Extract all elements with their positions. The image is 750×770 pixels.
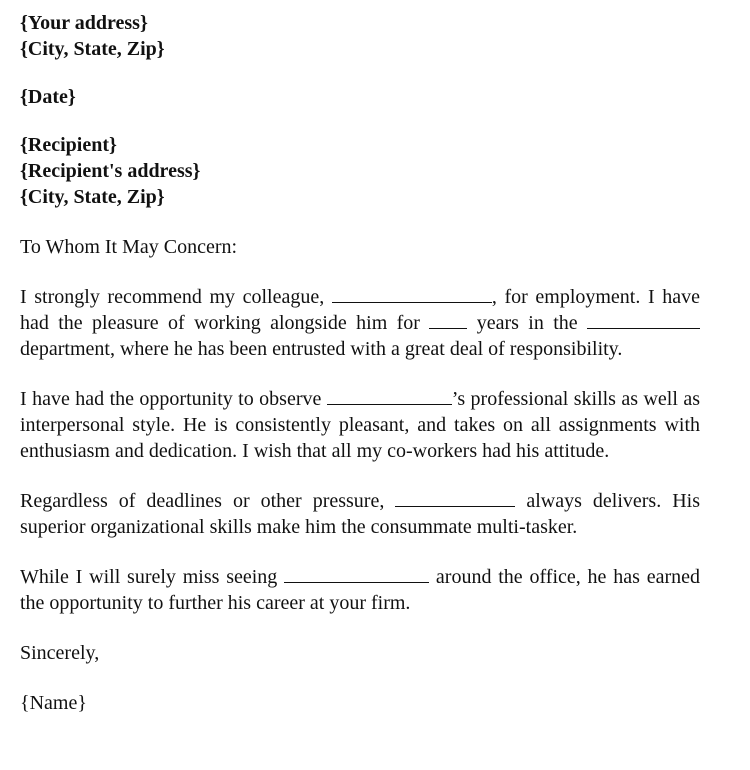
date-block bbox=[20, 84, 700, 110]
blank-years-count[interactable] bbox=[429, 313, 467, 329]
sender-address-block bbox=[20, 10, 700, 62]
paragraph-2-text-segment-1: I have had the opportunity to observe bbox=[20, 388, 327, 410]
body-paragraph-1 bbox=[20, 284, 700, 362]
signature-name: {Name} bbox=[20, 692, 87, 714]
spacer-after-date bbox=[20, 110, 700, 132]
blank-observed-person-name[interactable] bbox=[327, 389, 452, 405]
recipient-address-line-1: {Recipient} bbox=[20, 134, 117, 156]
body-paragraph-3 bbox=[20, 488, 700, 540]
spacer-after-paragraph-3 bbox=[20, 540, 700, 564]
date-line: {Date} bbox=[20, 86, 76, 108]
blank-colleague-name[interactable] bbox=[332, 287, 492, 303]
paragraph-1-text-segment-3: years in the bbox=[467, 312, 587, 334]
spacer-after-paragraph-4 bbox=[20, 616, 700, 640]
sender-address-line-2: {City, State, Zip} bbox=[20, 38, 165, 60]
paragraph-2-text-segment-2: ’s professional skills as well as interpersonal style. He is consistently pleasant, and takes on all assignments with enthusiasm and dedication. I wish that all my co-workers had his attitude. bbox=[20, 388, 700, 462]
body-paragraph-4 bbox=[20, 564, 700, 616]
salutation: To Whom It May Concern: bbox=[20, 236, 238, 258]
body-paragraph-2 bbox=[20, 386, 700, 464]
paragraph-1-text-segment-4: department, where he has been entrusted with a great deal of responsibility. bbox=[20, 338, 623, 360]
blank-department-name[interactable] bbox=[587, 313, 700, 329]
spacer-after-paragraph-1 bbox=[20, 362, 700, 386]
paragraph-4-text-segment-1: While I will surely miss seeing bbox=[20, 566, 285, 588]
paragraph-1-text-segment-2: , for employment. I have had the pleasure of working alongside him for bbox=[20, 286, 700, 334]
recipient-address-line-3: {City, State, Zip} bbox=[20, 186, 165, 208]
paragraph-3-text-segment-1: Regardless of deadlines or other pressure, bbox=[20, 490, 396, 512]
spacer-after-closing bbox=[20, 666, 700, 690]
spacer-after-paragraph-2 bbox=[20, 464, 700, 488]
blank-missed-person-name[interactable] bbox=[284, 567, 429, 583]
paragraph-3-text-segment-2: always delivers. His superior organizational skills make him the consummate multi-tasker. bbox=[20, 490, 700, 538]
closing-salutation: Sincerely, bbox=[20, 642, 100, 664]
spacer-after-salutation bbox=[20, 260, 700, 284]
blank-delivers-person-name[interactable] bbox=[395, 491, 515, 507]
recipient-address-line-2: {Recipient's address} bbox=[20, 160, 201, 182]
sender-address-line-1: {Your address} bbox=[20, 12, 148, 34]
spacer-after-sender-address bbox=[20, 62, 700, 84]
paragraph-4-text-segment-2: around the office, he has earned the opportunity to further his career at your firm. bbox=[20, 566, 700, 614]
paragraph-1-text-segment-1: I strongly recommend my colleague, bbox=[20, 286, 332, 308]
recipient-address-block bbox=[20, 132, 700, 210]
spacer-after-recipient-address bbox=[20, 210, 700, 234]
